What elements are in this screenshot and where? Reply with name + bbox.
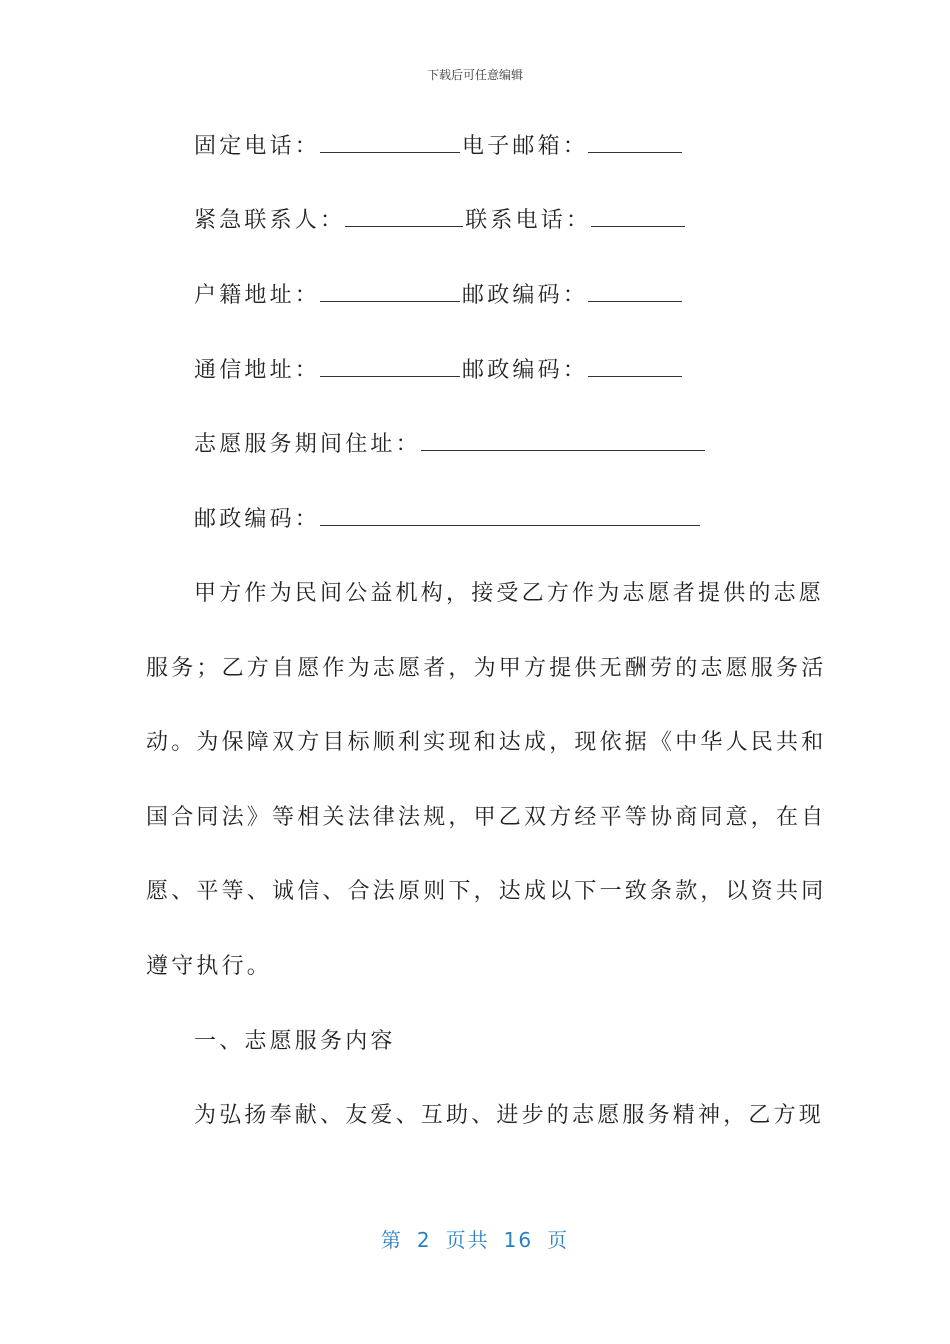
total-pages: 16: [503, 1228, 534, 1252]
field-row-postal-code: [194, 505, 854, 535]
household-address-blank[interactable]: [320, 281, 460, 302]
mailing-address-label: 通信地址：: [194, 358, 321, 383]
service-residence-blank[interactable]: [421, 430, 705, 451]
service-residence-label: 志愿服务期间住址：: [194, 432, 421, 457]
field-row-service-residence: [194, 430, 854, 460]
postal-code-blank[interactable]: [588, 281, 682, 302]
paragraph-line: 服务；乙方自愿作为志愿者，为甲方提供无酬劳的志愿服务活: [146, 656, 827, 681]
household-address-label: 户籍地址：: [194, 283, 321, 308]
postal-code-blank[interactable]: [320, 505, 700, 526]
contact-phone-blank[interactable]: [591, 206, 685, 227]
paragraph-line: 甲方作为民间公益机构，接受乙方作为志愿者提供的志愿: [194, 581, 825, 606]
emergency-contact-label: 紧急联系人：: [194, 208, 346, 233]
paragraph-line: 愿、平等、诚信、合法原则下，达成以下一致条款，以资共同: [146, 879, 827, 904]
footer-prefix: 第: [380, 1228, 403, 1252]
paragraph-line: 国合同法》等相关法律法规，甲乙双方经平等协商同意，在自: [146, 805, 827, 830]
page-number: 2: [416, 1228, 432, 1252]
postal-code-blank[interactable]: [588, 356, 682, 377]
landline-label: 固定电话：: [194, 134, 321, 159]
section-heading: 一、志愿服务内容: [194, 1029, 396, 1054]
contact-phone-label: 联系电话：: [465, 208, 592, 233]
field-row-household-address: [194, 281, 854, 311]
page-footer: [0, 1224, 950, 1253]
email-label: 电子邮箱：: [462, 134, 589, 159]
header-note: 下载后可任意编辑: [426, 68, 523, 82]
paragraph-line: 动。为保障双方目标顺利实现和达成，现依据《中华人民共和: [146, 730, 827, 755]
field-row-emergency-contact: [194, 206, 854, 236]
footer-suffix: 页: [547, 1228, 570, 1252]
emergency-contact-blank[interactable]: [345, 206, 463, 227]
footer-middle: 页共: [445, 1228, 490, 1252]
mailing-address-blank[interactable]: [320, 356, 460, 377]
postal-code-label: 邮政编码：: [194, 507, 321, 532]
paragraph-line: 为弘扬奉献、友爱、互助、进步的志愿服务精神，乙方现: [194, 1103, 825, 1128]
postal-code-label: 邮政编码：: [462, 283, 589, 308]
postal-code-label: 邮政编码：: [462, 358, 589, 383]
landline-blank[interactable]: [320, 132, 460, 153]
paragraph-line: 遵守执行。: [146, 954, 273, 979]
email-blank[interactable]: [588, 132, 682, 153]
field-row-landline-email: [194, 132, 854, 162]
field-row-mailing-address: [194, 356, 854, 386]
